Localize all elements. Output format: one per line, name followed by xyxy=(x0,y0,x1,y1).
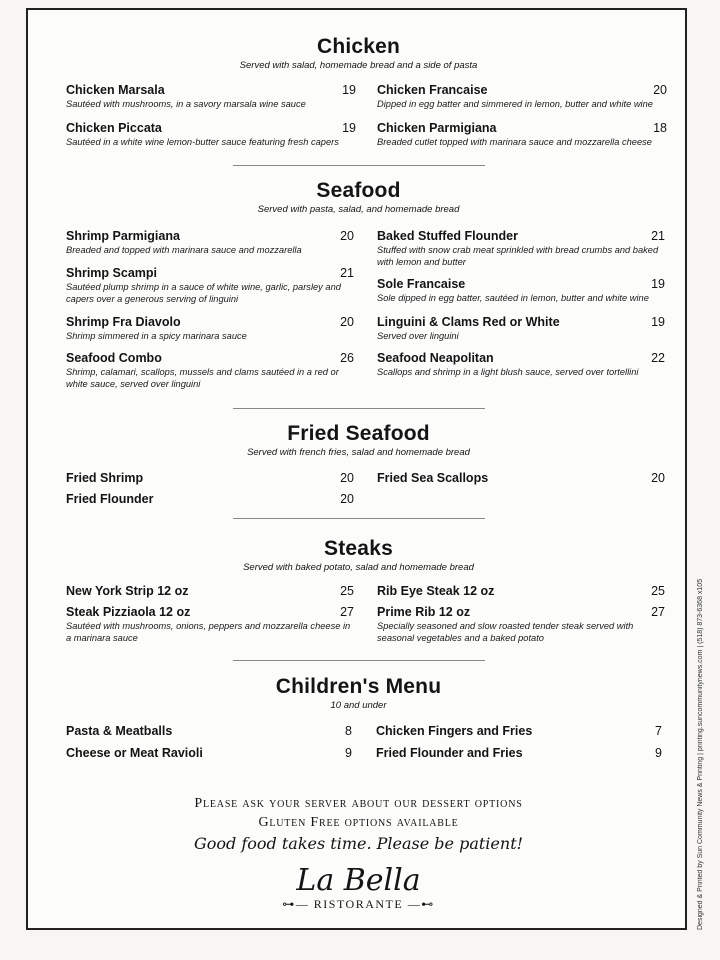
item-name: Fried Flounder xyxy=(66,492,154,506)
item-price: 25 xyxy=(340,584,354,598)
item-price: 18 xyxy=(653,121,667,135)
menu-item xyxy=(376,723,662,739)
section-title: Chicken xyxy=(316,35,401,58)
menu-item xyxy=(377,583,665,599)
menu-item xyxy=(376,745,662,761)
item-description: Stuffed with snow crab meat sprinkled with bread crumbs and baked with lemon and butter xyxy=(377,245,659,267)
ornament-left-icon: ⊶— xyxy=(282,897,310,911)
item-price: 9 xyxy=(345,746,352,760)
item-description: Sautéed with mushrooms, onions, peppers and mozzarella cheese in a marinara sauce xyxy=(66,621,351,643)
item-name: Pasta & Meatballs xyxy=(66,724,173,738)
item-name: Shrimp Parmigiana xyxy=(66,229,180,243)
item-price: 7 xyxy=(655,724,662,738)
item-description: Sautéed plump shrimp in a sauce of white wine, garlic, parsley and capers over a generous serving of linguini xyxy=(66,282,341,304)
menu-item xyxy=(66,120,356,148)
item-name: Seafood Combo xyxy=(66,351,162,365)
item-name: Chicken Piccata xyxy=(66,121,162,135)
section-divider xyxy=(233,408,485,409)
restaurant-logo-name: La Bella xyxy=(296,863,421,898)
item-description: Dipped in egg batter and simmered in lemon, butter and white wine xyxy=(377,99,653,109)
ornament-right-icon: —⊷ xyxy=(407,897,435,911)
item-name: Rib Eye Steak 12 oz xyxy=(377,584,495,598)
item-description: Breaded cutlet topped with marinara sauce and mozzarella cheese xyxy=(377,137,652,147)
item-price: 20 xyxy=(651,471,665,485)
item-price: 26 xyxy=(340,351,354,365)
section-subtitle: Served with baked potato, salad and homemade bread xyxy=(243,562,474,573)
item-description: Served over linguini xyxy=(377,331,459,341)
menu-item xyxy=(377,604,665,644)
item-price: 19 xyxy=(342,121,356,135)
section-subtitle: Served with salad, homemade bread and a side of pasta xyxy=(239,60,478,71)
section-title: Seafood xyxy=(316,179,401,202)
item-name: Linguini & Clams Red or White xyxy=(377,315,560,329)
item-description: Breaded and topped with marinara sauce and mozzarella xyxy=(66,245,302,255)
menu-item xyxy=(66,82,356,110)
menu-item xyxy=(66,265,354,305)
item-description: Shrimp, calamari, scallops, mussels and clams sautéed in a red or white sauce, served over linguini xyxy=(66,367,339,389)
menu-item xyxy=(66,604,354,644)
section-subtitle: Served with pasta, salad, and homemade bread xyxy=(257,204,460,215)
section-subtitle: Served with french fries, salad and homemade bread xyxy=(247,447,470,458)
item-name: Fried Flounder and Fries xyxy=(376,746,523,760)
menu-item xyxy=(66,723,352,739)
item-name: Chicken Marsala xyxy=(66,83,165,97)
section-title: Steaks xyxy=(324,537,393,560)
tagline: Good food takes time. Please be patient! xyxy=(193,834,524,853)
item-name: New York Strip 12 oz xyxy=(66,584,189,598)
section-divider xyxy=(233,165,485,166)
item-name: Chicken Fingers and Fries xyxy=(376,724,533,738)
menu-item xyxy=(66,745,352,761)
item-price: 25 xyxy=(651,584,665,598)
item-name: Baked Stuffed Flounder xyxy=(377,229,518,243)
item-name: Shrimp Fra Diavolo xyxy=(66,315,181,329)
gluten-free-note: Gluten Free options available xyxy=(258,815,459,830)
item-name: Seafood Neapolitan xyxy=(377,351,494,365)
menu-item xyxy=(377,276,665,304)
menu-item xyxy=(66,470,354,486)
menu-item xyxy=(66,491,354,507)
item-price: 20 xyxy=(340,315,354,329)
menu-item xyxy=(377,350,665,378)
item-description: Shrimp simmered in a spicy marinara sauce xyxy=(66,331,247,341)
item-name: Chicken Francaise xyxy=(377,83,488,97)
restaurant-logo-subtitle: ⊶— RISTORANTE —⊷ xyxy=(282,897,435,911)
item-price: 21 xyxy=(340,266,354,280)
section-seafood xyxy=(28,179,689,216)
section-title: Children's Menu xyxy=(275,675,442,698)
section-childrens-menu xyxy=(28,675,689,712)
menu-item xyxy=(377,470,665,486)
section-divider xyxy=(233,660,485,661)
section-steaks xyxy=(28,537,689,574)
printer-credit: Designed & Printed by Sun Community News & Printing | printing.suncommunitynews.com | (518) 873-6368 x105 xyxy=(697,578,704,930)
item-price: 19 xyxy=(651,315,665,329)
item-price: 20 xyxy=(340,471,354,485)
item-price: 27 xyxy=(340,605,354,619)
item-name: Cheese or Meat Ravioli xyxy=(66,746,203,760)
item-description: Scallops and shrimp in a light blush sauce, served over tortellini xyxy=(377,367,639,377)
item-description: Sautéed with mushrooms, in a savory marsala wine sauce xyxy=(66,99,306,109)
item-name: Prime Rib 12 oz xyxy=(377,605,471,619)
menu-item xyxy=(377,82,667,110)
menu-item xyxy=(66,228,354,256)
section-subtitle: 10 and under xyxy=(330,700,387,711)
item-price: 21 xyxy=(651,229,665,243)
item-name: Steak Pizziaola 12 oz xyxy=(66,605,191,619)
item-name: Chicken Parmigiana xyxy=(377,121,497,135)
menu-item xyxy=(377,120,667,148)
menu-item xyxy=(66,314,354,342)
section-divider xyxy=(233,518,485,519)
menu-item xyxy=(66,350,354,390)
section-title: Fried Seafood xyxy=(287,422,430,445)
item-price: 19 xyxy=(342,83,356,97)
menu-item xyxy=(66,583,354,599)
menu-page xyxy=(26,8,687,930)
item-name: Sole Francaise xyxy=(377,277,466,291)
item-price: 20 xyxy=(340,492,354,506)
item-description: Sole dipped in egg batter, sautéed in lemon, butter and white wine xyxy=(377,293,649,303)
item-name: Shrimp Scampi xyxy=(66,266,157,280)
menu-item xyxy=(377,314,665,342)
item-price: 8 xyxy=(345,724,352,738)
item-price: 20 xyxy=(340,229,354,243)
item-price: 22 xyxy=(651,351,665,365)
item-name: Fried Sea Scallops xyxy=(377,471,489,485)
item-price: 20 xyxy=(653,83,667,97)
section-chicken xyxy=(28,35,689,72)
item-price: 9 xyxy=(655,746,662,760)
section-fried-seafood xyxy=(28,422,689,459)
dessert-note: Please ask your server about our dessert options xyxy=(194,796,523,811)
item-name: Fried Shrimp xyxy=(66,471,144,485)
item-description: Sautéed in a white wine lemon-butter sauce featuring fresh capers xyxy=(66,137,339,147)
item-price: 19 xyxy=(651,277,665,291)
menu-item xyxy=(377,228,665,268)
item-description: Specially seasoned and slow roasted tender steak served with seasonal vegetables and a baked potato xyxy=(377,621,634,643)
item-price: 27 xyxy=(651,605,665,619)
